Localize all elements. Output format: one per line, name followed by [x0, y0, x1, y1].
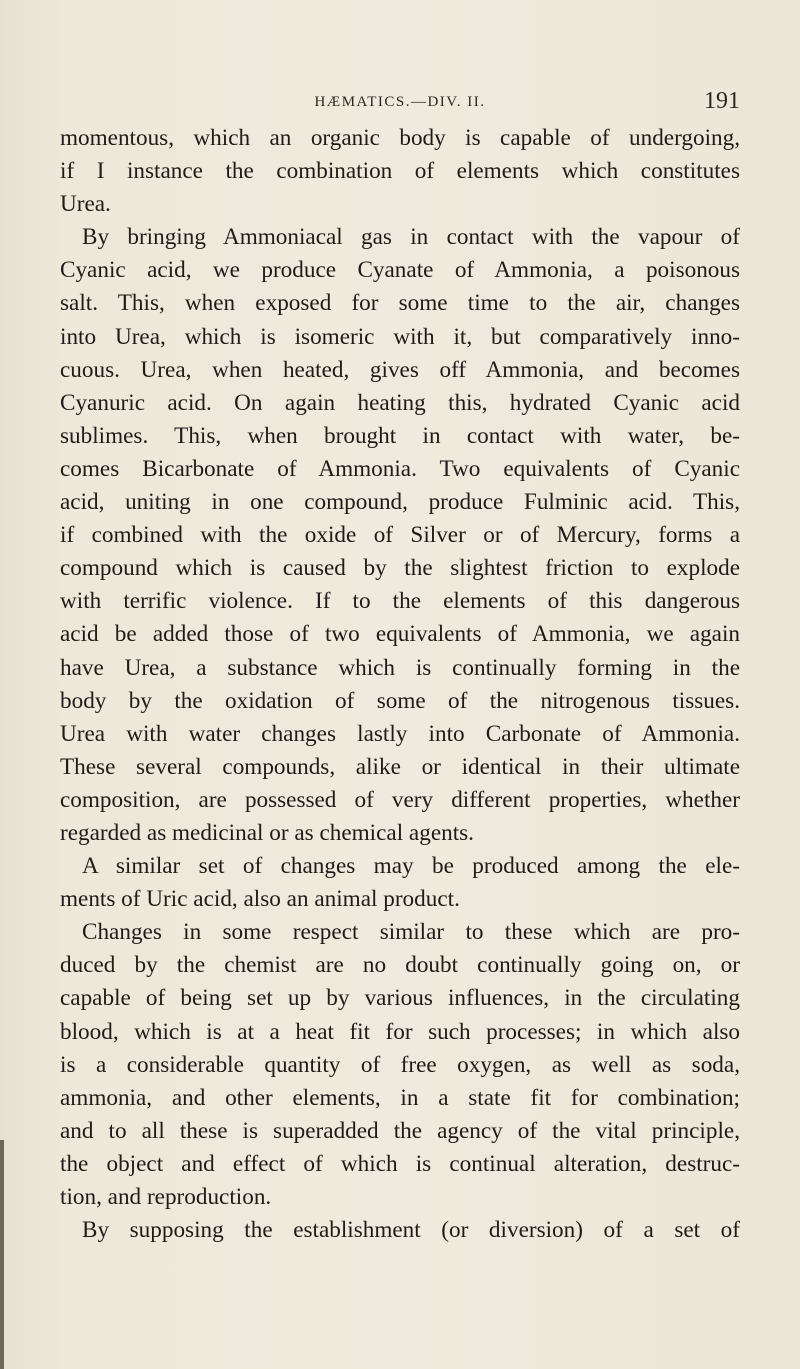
text-line: compound which is caused by the slightest friction to explode — [60, 555, 740, 582]
binding-edge — [0, 1140, 4, 1369]
text-line: acid, uniting in one compound, produce Fulminic acid. This, — [60, 489, 740, 516]
text-line: salt. This, when exposed for some time to the air, changes — [60, 290, 740, 317]
text-line: blood, which is at a heat fit for such processes; in which also — [60, 1018, 740, 1045]
page-header — [60, 88, 740, 124]
text-line: acid be added those of two equivalents of Ammonia, we again — [60, 621, 740, 648]
text-line: body by the oxidation of some of the nitrogenous tissues. — [60, 687, 740, 714]
text-line: with terrific violence. If to the elements of this dangerous — [60, 588, 740, 615]
text-line: Changes in some respect similar to these which are pro- — [82, 919, 740, 946]
text-line: into Urea, which is isomeric with it, but comparatively inno- — [60, 323, 740, 350]
text-line: regarded as medicinal or as chemical agents. — [60, 819, 474, 846]
text-line: A similar set of changes may be produced among the ele- — [82, 853, 740, 880]
text-line: By bringing Ammoniacal gas in contact with the vapour of — [82, 224, 740, 251]
text-line: if I instance the combination of elements which constitutes — [60, 158, 740, 185]
text-line: Cyanic acid, we produce Cyanate of Ammonia, a poisonous — [60, 257, 740, 284]
text-line: ammonia, and other elements, in a state fit for combination; — [60, 1084, 740, 1111]
text-line: Cyanuric acid. On again heating this, hydrated Cyanic acid — [60, 389, 740, 416]
text-line: ments of Uric acid, also an animal product. — [60, 886, 460, 913]
text-line: tion, and reproduction. — [60, 1184, 272, 1210]
text-line: duced by the chemist are no doubt continually going on, or — [60, 952, 740, 979]
text-line: and to all these is superadded the agency of the vital principle, — [60, 1117, 740, 1144]
text-line: These several compounds, alike or identical in their ultimate — [60, 753, 740, 780]
text-line: the object and effect of which is continual alteration, destruc- — [60, 1150, 740, 1177]
text-line: Urea. — [60, 191, 111, 218]
text-line: By supposing the establishment (or diversion) of a set of — [82, 1217, 740, 1244]
running-head: HÆMATICS.—DIV. II. — [314, 94, 486, 110]
page-number: 191 — [704, 88, 740, 114]
text-line: composition, are possessed of very different properties, whether — [60, 786, 740, 813]
text-line: cuous. Urea, when heated, gives off Ammonia, and becomes — [60, 356, 740, 383]
text-line: Urea with water changes lastly into Carbonate of Ammonia. — [60, 720, 740, 747]
body-text — [60, 122, 740, 1247]
text-line: have Urea, a substance which is continually forming in the — [60, 654, 740, 681]
text-line: momentous, which an organic body is capable of undergoing, — [60, 125, 740, 151]
text-line: is a considerable quantity of free oxygen, as well as soda, — [60, 1051, 740, 1078]
text-line: comes Bicarbonate of Ammonia. Two equivalents of Cyanic — [60, 455, 740, 482]
text-line: capable of being set up by various influences, in the circulating — [60, 985, 740, 1012]
text-line: sublimes. This, when brought in contact with water, be- — [60, 422, 740, 449]
text-line: if combined with the oxide of Silver or of Mercury, forms a — [60, 522, 740, 549]
